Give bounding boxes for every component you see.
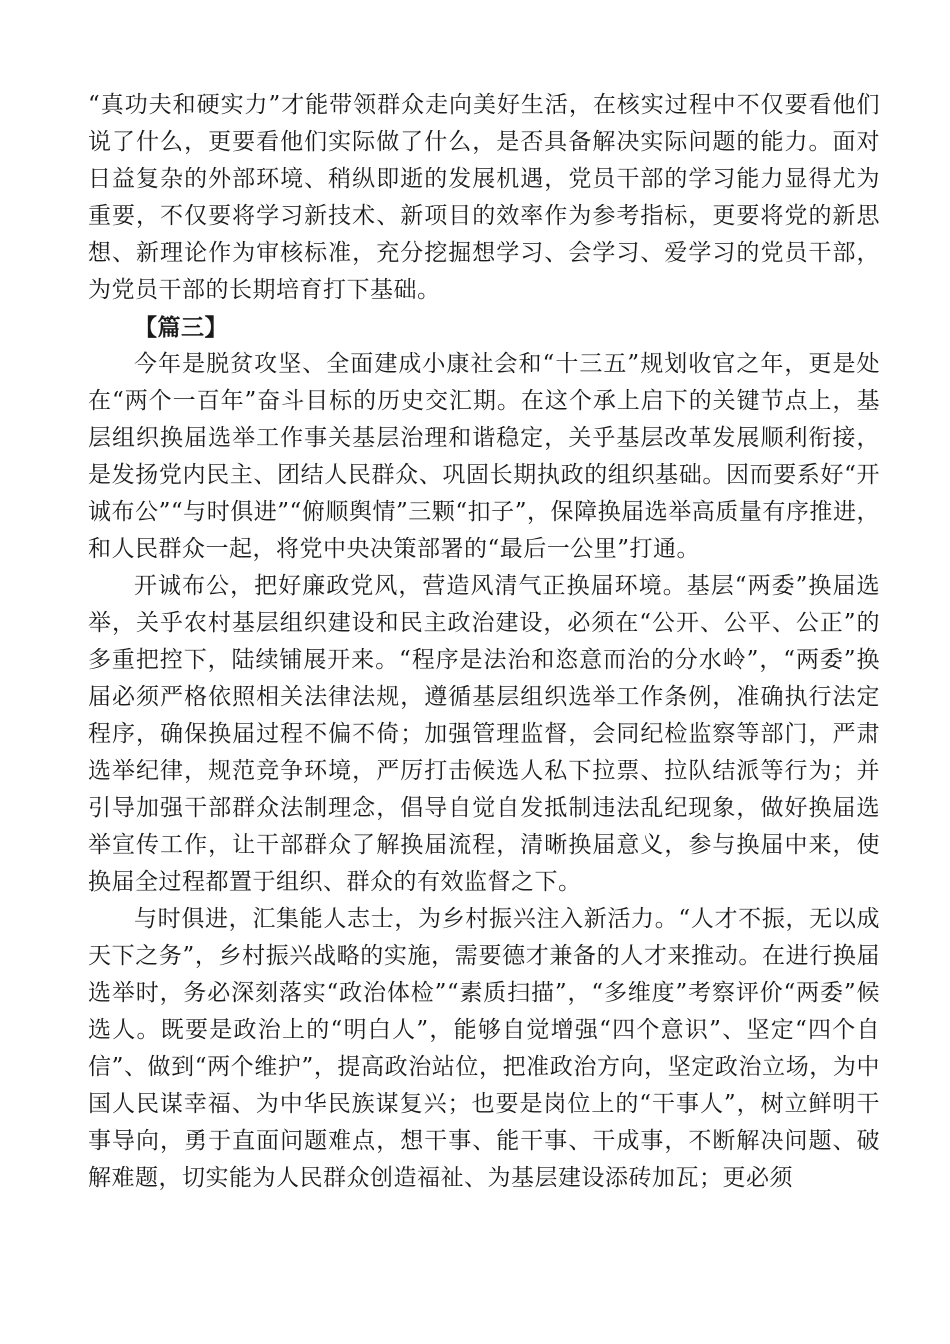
document-page xyxy=(88,87,880,1197)
body-paragraph: 与时俱进，汇集能人志士，为乡村振兴注入新活力。“人才不振，无以成天下之务”，乡村振兴战略的实施，需要德才兼备的人才来推动。在进行换届选举时，务必深刻落实“政治体检”“素质扫描”，“多维度”考察评价“两委”候选人。既要是政治上的“明白人”，能够自觉增强“四个意识”、坚定“四个自信”、做到“两个维护”，提高政治站位，把准政治方向，坚定政治立场，为中国人民谋幸福、为中华民族谋复兴；也要是岗位上的“干事人”，树立鲜明干事导向，勇于直面问题难点，想干事、能干事、干成事，不断解决问题、破解难题，切实能为人民群众创造福祉、为基层建设添砖加瓦；更必须 xyxy=(88,906,880,1191)
body-paragraph: 今年是脱贫攻坚、全面建成小康社会和“十三五”规划收官之年，更是处在“两个一百年”奋斗目标的历史交汇期。在这个承上启下的关键节点上，基层组织换届选举工作事关基层治理和谐稳定，关乎基层改革发展顺利衔接，是发扬党内民主、团结人民群众、巩固长期执政的组织基础。因而要系好“开诚布公”“与时俱进”“俯顺舆情”三颗“扣子”，保障换届选举高质量有序推进，和人民群众一起，将党中央决策部署的“最后一公里”打通。 xyxy=(88,351,880,562)
section-heading: 【篇三】 xyxy=(134,314,228,341)
body-paragraph: 开诚布公，把好廉政党风，营造风清气正换届环境。基层“两委”换届选举，关乎农村基层组织建设和民主政治建设，必须在“公开、公平、公正”的多重把控下，陆续铺展开来。“程序是法治和恣意而治的分水岭”，“两委”换届必须严格依照相关法律法规，遵循基层组织选举工作条例，准确执行法定程序，确保换届过程不偏不倚；加强管理监督，会同纪检监察等部门，严肃选举纪律，规范竞争环境，严厉打击候选人私下拉票、拉队结派等行为；并引导加强干部群众法制理念，倡导自觉自发抵制违法乱纪现象，做好换届选举宣传工作，让干部群众了解换届流程，清晰换届意义，参与换届中来，使换届全过程都置于组织、群众的有效监督之下。 xyxy=(88,573,880,895)
body-paragraph-continued: “真功夫和硬实力”才能带领群众走向美好生活，在核实过程中不仅要看他们说了什么，更要看他们实际做了什么，是否具备解决实际问题的能力。面对日益复杂的外部环境、稍纵即逝的发展机遇，党员干部的学习能力显得尤为重要，不仅要将学习新技术、新项目的效率作为参考指标，更要将党的新思想、新理论作为审核标准，充分挖掘想学习、会学习、爱学习的党员干部，为党员干部的长期培育打下基础。 xyxy=(88,92,880,303)
